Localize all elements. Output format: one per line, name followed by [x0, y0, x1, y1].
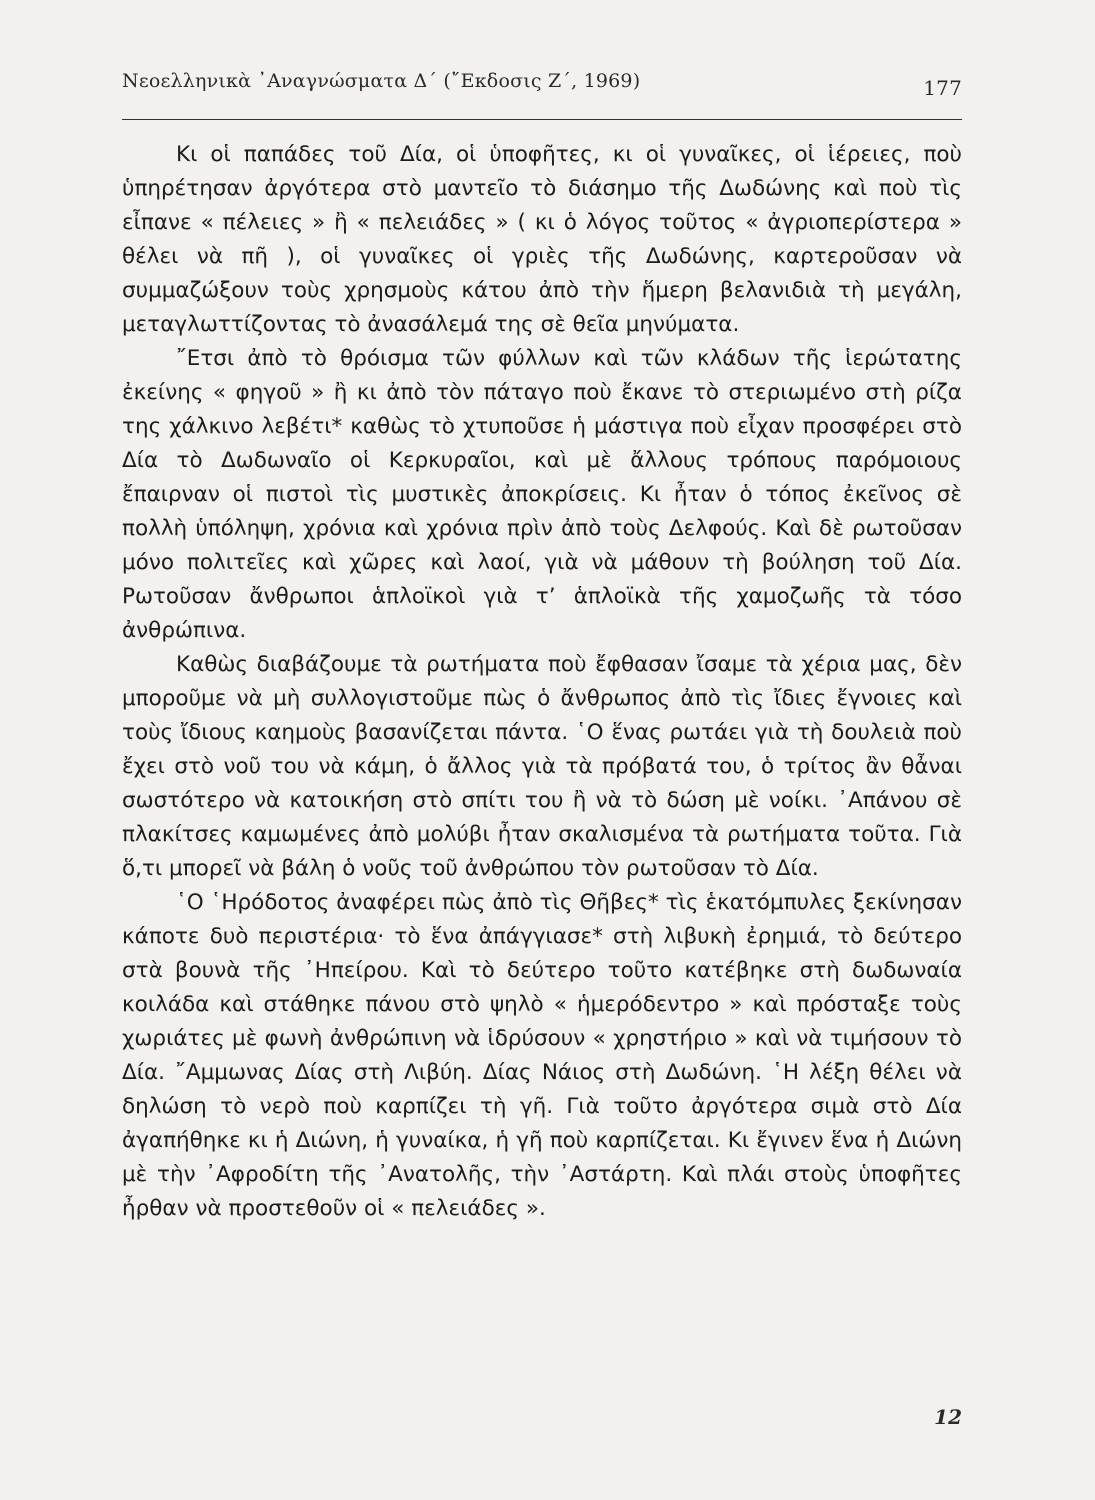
paragraph: Κι οἱ παπάδες τοῦ Δία, οἱ ὑποφῆτες, κι οἱ γυναῖκες, οἱ ἱέρειες, ποὺ ὑπηρέτησαν ἀργότερα στὸ μαντεῖο τὸ διάσημο τῆς Δωδώνης καὶ ποὺ τὶς εἶπανε « πέλειες » ἢ « πελειάδες » ( κι ὁ λόγος τοῦτος « ἀγριοπερίστερα » θέλει νὰ πῆ ), οἱ γυναῖκες οἱ γριὲς τῆς Δωδώνης, καρτεροῦσαν νὰ συμμαζώξουν τοὺς χρησμοὺς κάτου ἀπὸ τὴν ἥμερη βελανιδιὰ τὴ μεγάλη, μεταγλωττίζοντας τὸ ἀνασάλεμά της σὲ θεῖα μηνύματα. — [122, 142, 962, 337]
running-title: Νεοελληνικὰ ᾿Αναγνώσματα Δ΄ (῎Εκδοσις Ζ΄, 1969) — [122, 70, 641, 92]
signature-mark: 12 — [934, 1405, 962, 1429]
page-header — [122, 70, 962, 106]
page-number: 177 — [923, 76, 962, 100]
header-rule — [122, 119, 962, 120]
paragraph: Καθὼς διαβάζουμε τὰ ρωτήματα ποὺ ἔφθασαν ἴσαμε τὰ χέρια μας, δὲν μποροῦμε νὰ μὴ συλλογιστοῦμε πὼς ὁ ἄνθρωπος ἀπὸ τὶς ἴδιες ἔγνοιες καὶ τοὺς ἴδιους καημοὺς βασανίζεται πάντα. ῾Ο ἕνας ρωτάει γιὰ τὴ δουλειὰ ποὺ ἔχει στὸ νοῦ του νὰ κάμη, ὁ ἄλλος γιὰ τὰ πρόβατά του, ὁ τρίτος ἂν θἆναι σωστότερο νὰ κατοικήση στὸ σπίτι του ἢ νὰ τὸ δώση μὲ νοίκι. ᾿Απάνου σὲ πλακίτσες καμωμένες ἀπὸ μολύβι ἦταν σκαλισμένα τὰ ρωτήματα τοῦτα. Γιὰ ὅ,τι μπορεῖ νὰ βάλη ὁ νοῦς τοῦ ἀνθρώπου τὸν ρωτοῦσαν τὸ Δία. — [122, 652, 962, 881]
paragraph: ῎Ετσι ἀπὸ τὸ θρόισμα τῶν φύλλων καὶ τῶν κλάδων τῆς ἱερώτατης ἐκείνης « φηγοῦ » ἢ κι ἀπὸ τὸν πάταγο ποὺ ἔκανε τὸ στεριωμένο στὴ ρίζα της χάλκινο λεβέτι* καθὼς τὸ χτυποῦσε ἡ μάστιγα ποὺ εἶχαν προσφέρει στὸ Δία τὸ Δωδωναῖο οἱ Κερκυραῖοι, καὶ μὲ ἄλλους τρόπους παρόμοιους ἔπαιρναν οἱ πιστοὶ τὶς μυστικὲς ἀποκρίσεις. Κι ἦταν ὁ τόπος ἐκεῖνος σὲ πολλὴ ὑπόληψη, χρόνια καὶ χρόνια πρὶν ἀπὸ τοὺς Δελφούς. Καὶ δὲ ρωτοῦσαν μόνο πολιτεῖες καὶ χῶρες καὶ λαοί, γιὰ νὰ μάθουν τὴ βούληση τοῦ Δία. Ρωτοῦσαν ἄνθρωποι ἁπλοϊκοὶ γιὰ τ’ ἁπλοϊκὰ τῆς χαμοζωῆς τὰ τόσο ἀνθρώπινα. — [122, 346, 962, 643]
paragraph: ῾Ο ῾Ηρόδοτος ἀναφέρει πὼς ἀπὸ τὶς Θῆβες* τὶς ἑκατόμπυλες ξεκίνησαν κάποτε δυὸ περιστέρια· τὸ ἕνα ἀπάγγιασε* στὴ λιβυκὴ ἐρημιά, τὸ δεύτερο στὰ βουνὰ τῆς ᾿Ηπείρου. Καὶ τὸ δεύτερο τοῦτο κατέβηκε στὴ δωδωναία κοιλάδα καὶ στάθηκε πάνου στὸ ψηλὸ « ἡμερόδεντρο » καὶ πρόσταξε τοὺς χωριάτες μὲ φωνὴ ἀνθρώπινη νὰ ἱδρύσουν « χρηστήριο » καὶ νὰ τιμήσουν τὸ Δία. ῎Αμμωνας Δίας στὴ Λιβύη. Δίας Νάιος στὴ Δωδώνη. ῾Η λέξη θέλει νὰ δηλώση τὸ νερὸ ποὺ καρπίζει τὴ γῆ. Γιὰ τοῦτο ἀργότερα σιμὰ στὸ Δία ἀγαπήθηκε κι ἡ Διώνη, ἡ γυναίκα, ἡ γῆ ποὺ καρπίζεται. Κι ἔγινεν ἕνα ἡ Διώνη μὲ τὴν ᾿Αφροδίτη τῆς ᾿Ανατολῆς, τὴν ᾿Αστάρτη. Καὶ πλάι στοὺς ὑποφῆτες ἦρθαν νὰ προστεθοῦν οἱ « πελειάδες ». — [122, 890, 962, 1221]
body-text — [122, 138, 962, 1226]
